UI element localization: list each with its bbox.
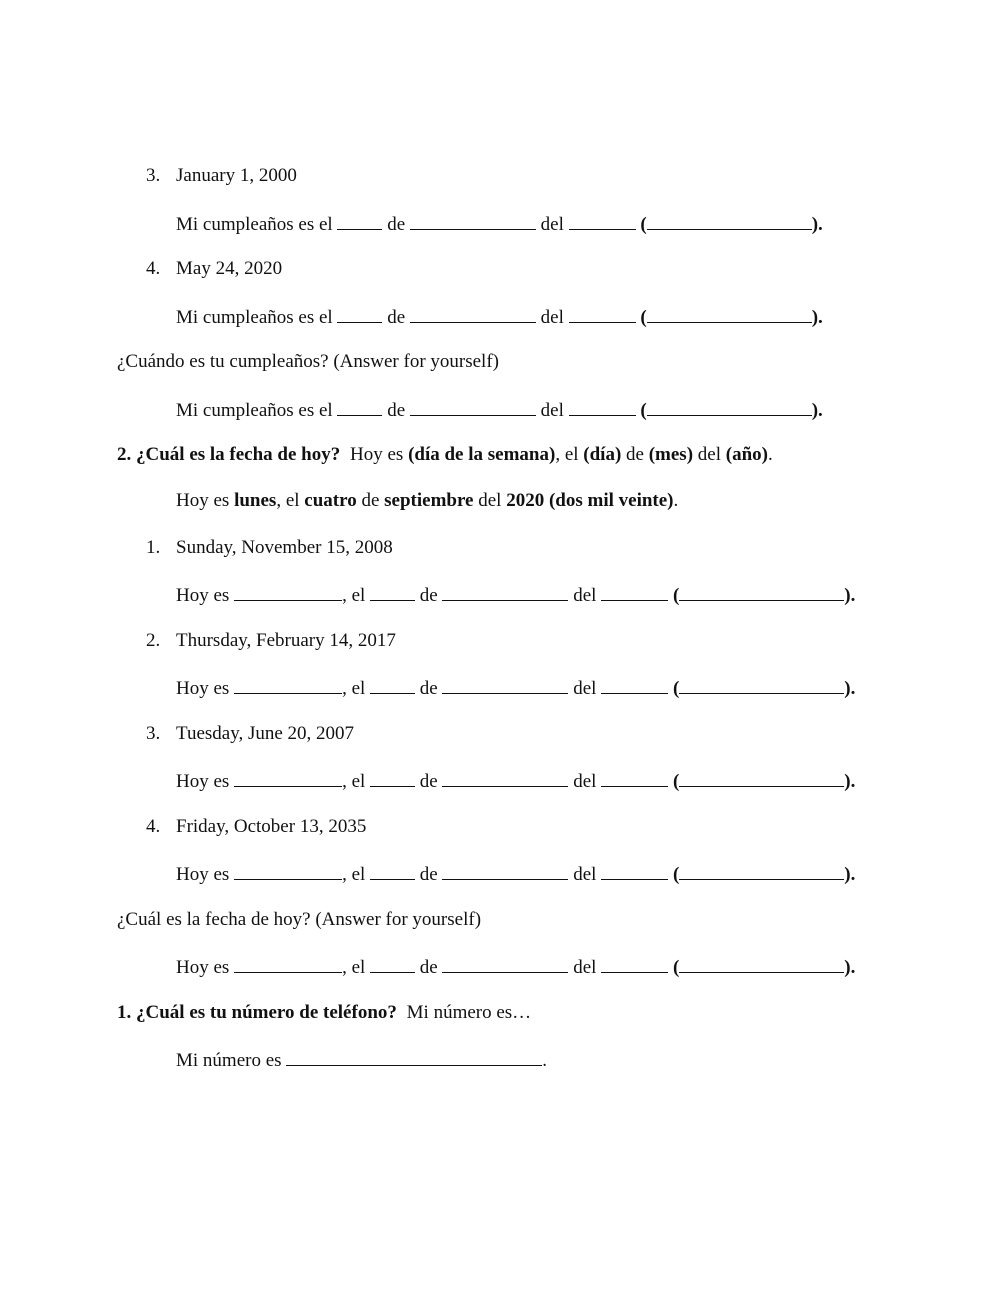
today-answer-line [176, 583, 855, 607]
open-paren: ( [640, 214, 647, 235]
day-blank[interactable] [370, 583, 415, 601]
month-blank[interactable] [410, 398, 536, 416]
day-blank[interactable] [370, 862, 415, 880]
el-word: , el [342, 864, 366, 885]
example-weekday: lunes [234, 490, 277, 511]
open-paren: ( [672, 771, 680, 792]
sentence-start: Mi cumpleaños es el [176, 307, 333, 328]
example-year: 2020 (dos mil veinte) [506, 490, 674, 511]
today-question-heading [117, 444, 773, 466]
item-number: 1. [146, 537, 161, 558]
weekday-blank[interactable] [234, 676, 342, 694]
close-paren: ). [811, 307, 823, 328]
item-number: 2. [146, 630, 161, 651]
del-word: del [540, 214, 564, 235]
el-word: , el [342, 678, 366, 699]
year-words-blank[interactable] [679, 676, 844, 694]
de-word: de [419, 957, 438, 978]
month-blank[interactable] [442, 676, 568, 694]
month-blank[interactable] [442, 862, 568, 880]
item-date: Sunday, November 15, 2008 [176, 537, 393, 558]
el-word: , el [342, 585, 366, 606]
close-paren: ). [811, 214, 823, 235]
question-text: ¿Cuál es tu número de teléfono? [136, 1002, 397, 1023]
answer-end: . [542, 1050, 548, 1071]
pattern-day: (día) [583, 444, 622, 465]
example-del: del [478, 490, 502, 511]
birthday-answer-line [176, 212, 823, 236]
de-word: de [419, 678, 438, 699]
item-number: 3. [146, 165, 161, 186]
year-blank[interactable] [569, 398, 636, 416]
year-words-blank[interactable] [647, 305, 812, 323]
year-words-blank[interactable] [647, 212, 812, 230]
answer-start: Mi número es [176, 1050, 282, 1071]
year-words-blank[interactable] [647, 398, 812, 416]
de-word: de [387, 214, 406, 235]
close-paren: ). [811, 400, 823, 421]
question-text: ¿Cuál es la fecha de hoy? [136, 444, 341, 465]
del-word: del [573, 771, 597, 792]
question-number: 2. [117, 444, 132, 465]
close-paren: ). [844, 864, 856, 885]
yourself-prompt: ¿Cuál es la fecha de hoy? (Answer for yourself) [117, 909, 482, 930]
phone-question-heading [117, 1002, 531, 1024]
pattern-el: , el [555, 444, 579, 465]
today-example [176, 490, 678, 512]
month-blank[interactable] [442, 583, 568, 601]
del-word: del [540, 307, 564, 328]
day-blank[interactable] [370, 769, 415, 787]
example-end: . [673, 490, 679, 511]
close-paren: ). [844, 957, 856, 978]
sentence-start: Hoy es [176, 585, 230, 606]
phone-number-blank[interactable] [286, 1048, 542, 1066]
day-blank[interactable] [370, 676, 415, 694]
del-word: del [573, 678, 597, 699]
open-paren: ( [672, 957, 680, 978]
yourself-prompt: ¿Cuándo es tu cumpleaños? (Answer for yourself) [117, 351, 499, 372]
pattern-hoy-es: Hoy es [350, 444, 404, 465]
open-paren: ( [640, 400, 647, 421]
birthday-answer-line [176, 305, 823, 329]
example-day: cuatro [304, 490, 357, 511]
del-word: del [573, 585, 597, 606]
pattern-year: (año) [725, 444, 768, 465]
de-word: de [419, 771, 438, 792]
example-el: , el [276, 490, 300, 511]
item-number: 4. [146, 816, 161, 837]
year-words-blank[interactable] [679, 862, 844, 880]
item-number: 3. [146, 723, 161, 744]
year-blank[interactable] [601, 583, 668, 601]
open-paren: ( [672, 585, 680, 606]
el-word: , el [342, 957, 366, 978]
sentence-start: Hoy es [176, 678, 230, 699]
de-word: de [419, 585, 438, 606]
month-blank[interactable] [410, 212, 536, 230]
de-word: de [419, 864, 438, 885]
weekday-blank[interactable] [234, 583, 342, 601]
day-blank[interactable] [337, 212, 382, 230]
month-blank[interactable] [442, 955, 568, 973]
del-word: del [573, 957, 597, 978]
sentence-start: Hoy es [176, 957, 230, 978]
item-date: Thursday, February 14, 2017 [176, 630, 396, 651]
example-month: septiembre [384, 490, 474, 511]
month-blank[interactable] [442, 769, 568, 787]
day-blank[interactable] [337, 398, 382, 416]
del-word: del [540, 400, 564, 421]
day-blank[interactable] [337, 305, 382, 323]
year-blank[interactable] [601, 676, 668, 694]
pattern-month: (mes) [648, 444, 694, 465]
year-blank[interactable] [601, 955, 668, 973]
sentence-start: Mi cumpleaños es el [176, 400, 333, 421]
open-paren: ( [672, 678, 680, 699]
year-words-blank[interactable] [679, 955, 844, 973]
el-word: , el [342, 771, 366, 792]
today-answer-line [176, 955, 855, 979]
item-date: Tuesday, June 20, 2007 [176, 723, 355, 744]
item-number: 4. [146, 258, 161, 279]
open-paren: ( [672, 864, 680, 885]
item-date: May 24, 2020 [176, 258, 283, 279]
weekday-blank[interactable] [234, 769, 342, 787]
item-date: January 1, 2000 [176, 165, 297, 186]
year-blank[interactable] [569, 212, 636, 230]
year-words-blank[interactable] [679, 583, 844, 601]
weekday-blank[interactable] [234, 955, 342, 973]
item-date: Friday, October 13, 2035 [176, 816, 367, 837]
today-answer-line [176, 862, 855, 886]
day-blank[interactable] [370, 955, 415, 973]
sentence-start: Hoy es [176, 771, 230, 792]
pattern-del: del [697, 444, 721, 465]
today-answer-line [176, 769, 855, 793]
year-blank[interactable] [601, 769, 668, 787]
example-hoy-es: Hoy es [176, 490, 230, 511]
de-word: de [387, 307, 406, 328]
close-paren: ). [844, 678, 856, 699]
example-de: de [361, 490, 380, 511]
phone-answer-line [176, 1048, 547, 1072]
weekday-blank[interactable] [234, 862, 342, 880]
pattern-end: . [767, 444, 773, 465]
birthday-answer-line [176, 398, 823, 422]
month-blank[interactable] [410, 305, 536, 323]
year-blank[interactable] [569, 305, 636, 323]
close-paren: ). [844, 585, 856, 606]
question-number: 1. [117, 1002, 132, 1023]
today-answer-line [176, 676, 855, 700]
del-word: del [573, 864, 597, 885]
sentence-start: Hoy es [176, 864, 230, 885]
pattern-weekday: (día de la semana) [408, 444, 556, 465]
close-paren: ). [844, 771, 856, 792]
year-words-blank[interactable] [679, 769, 844, 787]
pattern-de: de [626, 444, 644, 465]
sentence-start: Mi cumpleaños es el [176, 214, 333, 235]
de-word: de [387, 400, 406, 421]
open-paren: ( [640, 307, 647, 328]
year-blank[interactable] [601, 862, 668, 880]
phone-prompt: Mi número es… [406, 1002, 532, 1023]
